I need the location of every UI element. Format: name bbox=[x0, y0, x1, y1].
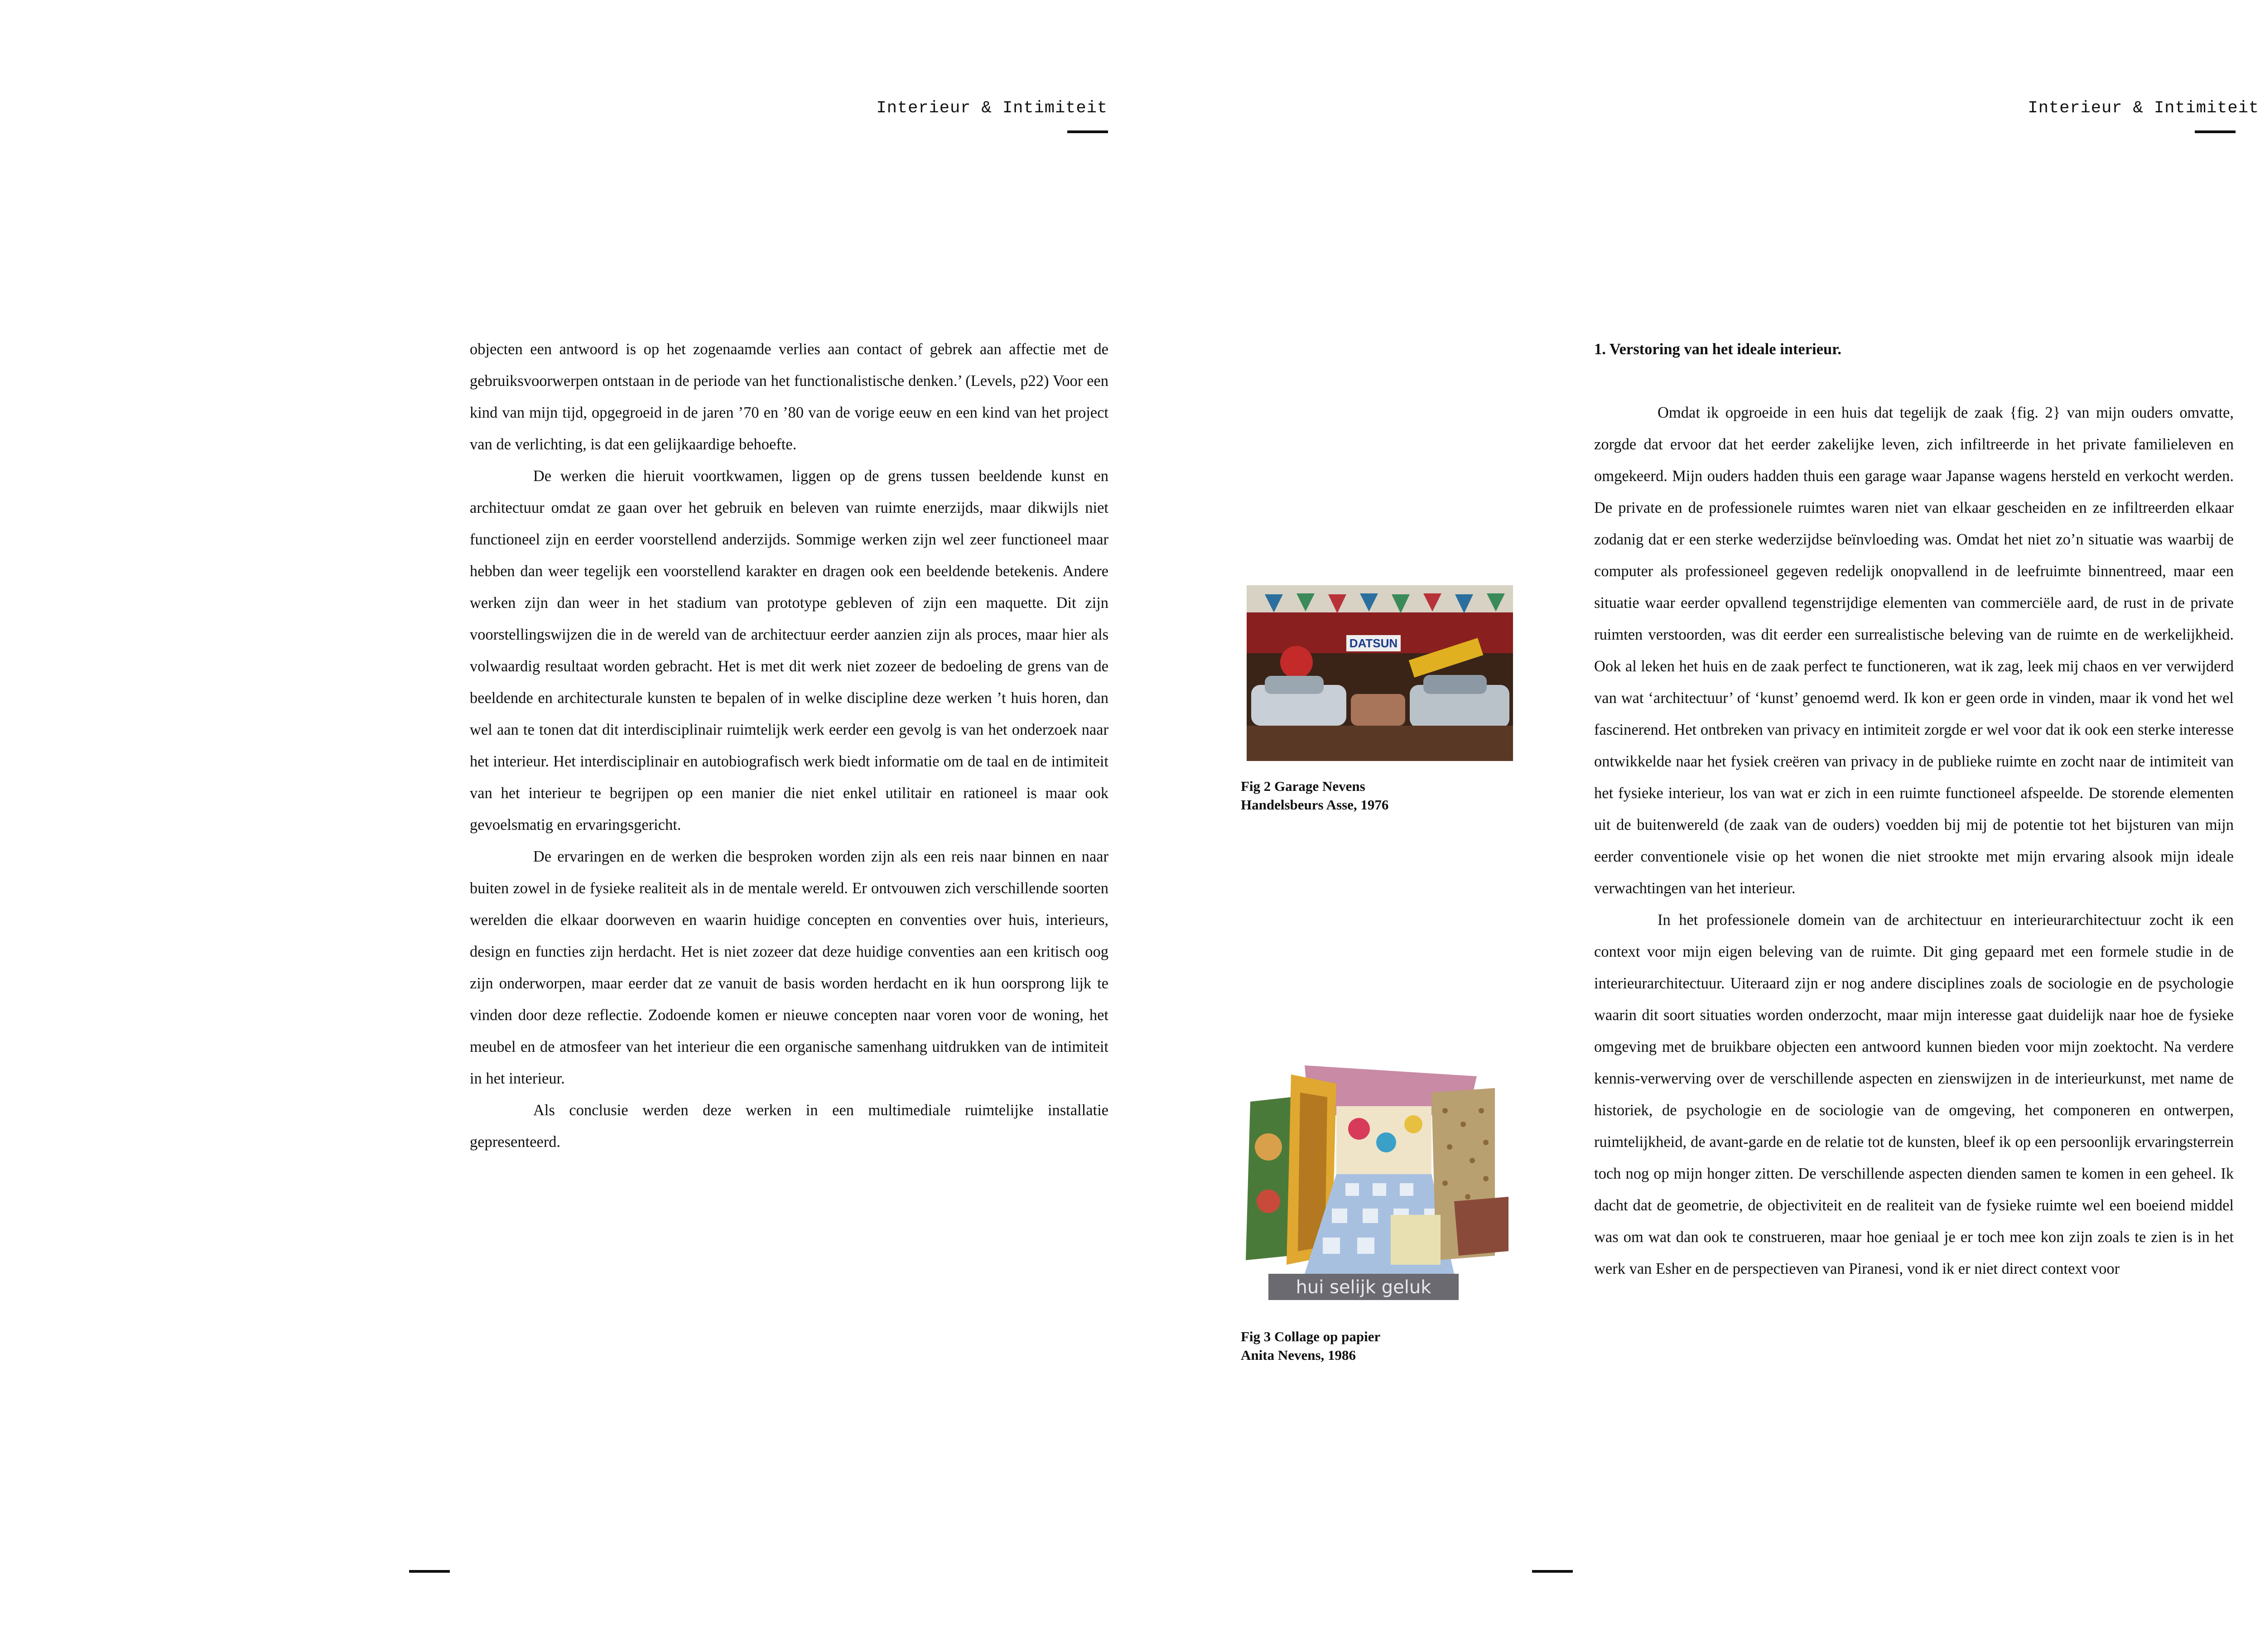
section-title: 1. Verstoring van het ideale interieur. bbox=[1594, 341, 1841, 358]
paragraph: Omdat ik opgroeide in een huis dat tegelijk de zaak {fig. 2} van mijn ouders omvatte, zorgde dat ervoor dat het eerder zakelijke leven, zich infiltreerde in het private familieleven en omgekeerd. Mijn ouders hadden thuis een garage waar Japanse wagens hersteld en verkocht werden. De private en de professionele ruimtes waren niet van elkaar gescheiden en ze infiltreerden elkaar zodanig dat er een sterke wederzijdse beïnvloeding was. Omdat het niet zo’n situatie was waarbij de computer als professioneel gegeven redelijk onopvallend in de leefruimte binnentreed, maar een situatie waar eerder opvallend tegenstrijdige elementen van commerciële aard, de rust in de private ruimten verstoorden, was dit eerder een surrealistische beleving van de ruimte en de werkelijkheid. Ook al leken het huis en de zaak perfect te functioneren, wat ik zag, leek mij chaos en ver verwijderd van wat ‘architectuur’ of ‘kunst’ genoemd werd. Ik kon er geen orde in vinden, maar ik vond het wel fascinerend. Het ontbreken van privacy en intimiteit zorgde er wel voor dat ik ook een sterke interesse ontwikkelde naar het fysiek creëren van privacy in de publieke ruimte en zocht naar de intimiteit van het fysieke interieur, los van wat er zich in een ruimte functioneel afspeelde. De storende elementen uit de buitenwereld (de zaak van de ouders) voedden bij mij de potentie tot het bijsturen van mijn eerder conventionele visie op het wonen die niet strookte met mijn ervaring alsook mijn ideale verwachtingen van het interieur. bbox=[1594, 404, 2234, 897]
caption-line: Anita Nevens, 1986 bbox=[1241, 1347, 1356, 1363]
paragraph: De werken die hieruit voortkwamen, liggen op de grens tussen beeldende kunst en architectuur omdat ze gaan over het gebruik en beleven van ruimte enerzijds, maar dikwijls niet functioneel zijn en eerder voorstellend anderzijds. Sommige werken zijn wel zeer functioneel maar hebben dan weer tegelijk een voorstellend karakter en dragen ook een beeldende betekenis. Andere werken zijn dan weer in het stadium van prototype gebleven of zijn een maquette. Dit zijn voorstellingswijzen die in de wereld van de architectuur eerder aanzien zijn als proces, maar hier als volwaardig resultaat worden gebracht. Het is met dit werk niet zozeer de bedoeling de grens van de beeldende en architecturale kunsten te bepalen of in welke discipline deze werken ’t huis horen, dan wel aan te tonen dat dit interdisciplinair ruimtelijk werk eerder een gevolg is van het onderzoek naar het interieur. Het interdisciplinair en autobiografisch werk biedt informatie om de taal en de intimiteit van het interieur te begrijpen op een manier die niet enkel utilitair en rationeel is maar ook gevoelsmatig en ervaringsgericht. bbox=[470, 467, 1108, 833]
dealer-sign-text: DATSUN bbox=[1349, 636, 1398, 650]
paragraph: De ervaringen en de werken die besproken worden zijn als een reis naar binnen en naar buiten zowel in de fysieke realiteit als in de mentale wereld. Er ontvouwen zich verschillende soorten werelden die elkaar doorweven en waarin huidige concepten en conventies over huis, interieurs, design en functies zijn herdacht. Het is niet zozeer dat deze huidige conventies aan een kritisch oog zijn onderworpen, maar eerder dat ze vanuit de basis worden herdacht en ik hun oorsprong lijk te vinden door deze reflectie. Zodoende komen er nieuwe concepten naar voren voor de woning, het meubel en de atmosfeer van het interieur die een organische samenhang uitdrukken van de intimiteit in het interieur. bbox=[470, 848, 1108, 1087]
caption-line: Handelsbeurs Asse, 1976 bbox=[1241, 797, 1389, 813]
caption-line: Fig 2 Garage Nevens bbox=[1241, 778, 1365, 794]
caption-line: Fig 3 Collage op papier bbox=[1241, 1329, 1381, 1344]
header-rule bbox=[2195, 130, 2236, 133]
left-body-text bbox=[470, 333, 1108, 1158]
footer-rule bbox=[1532, 1570, 1573, 1573]
right-body-text bbox=[1594, 333, 2234, 1285]
running-head: Interieur & Intimiteit bbox=[2028, 99, 2259, 118]
header-rule bbox=[1067, 130, 1108, 133]
footer-rule bbox=[409, 1570, 450, 1573]
running-head: Interieur & Intimiteit bbox=[876, 99, 1108, 118]
right-page bbox=[1163, 0, 2265, 1652]
collage-text: hui selijk geluk bbox=[1296, 1277, 1431, 1298]
paragraph: objecten een antwoord is op het zogenaamde verlies aan contact of gebrek aan affectie met de gebruiksvoorwerpen ontstaan in de periode van het functionalistische denken.’ (Levels, p22) Voor een kind van mijn tijd, opgegroeid in de jaren ’70 en ’80 van de vorige eeuw en een kind van het project van de verlichting, is dat een gelijkaardige behoefte. bbox=[470, 341, 1108, 453]
paragraph: In het professionele domein van de architectuur en interieurarchitectuur zocht ik een context voor mijn eigen beleving van de ruimte. Dit ging gepaard met een formele studie in de interieurarchitectuur. Uiteraard zijn er nog andere disciplines zoals de sociologie en de psychologie waarin dit soort situaties worden onderzocht, maar mijn interesse gaat duidelijk naar hoe de fysieke omgeving met de bruikbare objecten een antwoord kunnen bieden voor mijn zoektocht. Na verdere kennis-verwerving over de verschillende aspecten en zienswijzen in de interieurkunst, met name de historiek, de psychologie en de sociologie van de omgeving, het componeren en ontwerpen, ruimtelijkheid, de avant-garde en de relatie tot de kunsten, bleef ik op een persoonlijk ervaringsterrein toch nog op mijn honger zitten. De verschillende aspecten dienden samen te komen in een geheel. Ik dacht dat de geometrie, de objectiviteit en de realiteit van de fysieke ruimte wel een boeiend middel was om wat dan ook te construeren, maar hoe geniaal je er toch mee kon zijn zoals te zien is in het werk van Esher en de perspectieven van Piranesi, vond ik er niet direct context voor bbox=[1594, 911, 2234, 1277]
paragraph: Als conclusie werden deze werken in een multimediale ruimtelijke installatie gepresenteerd. bbox=[470, 1102, 1108, 1151]
